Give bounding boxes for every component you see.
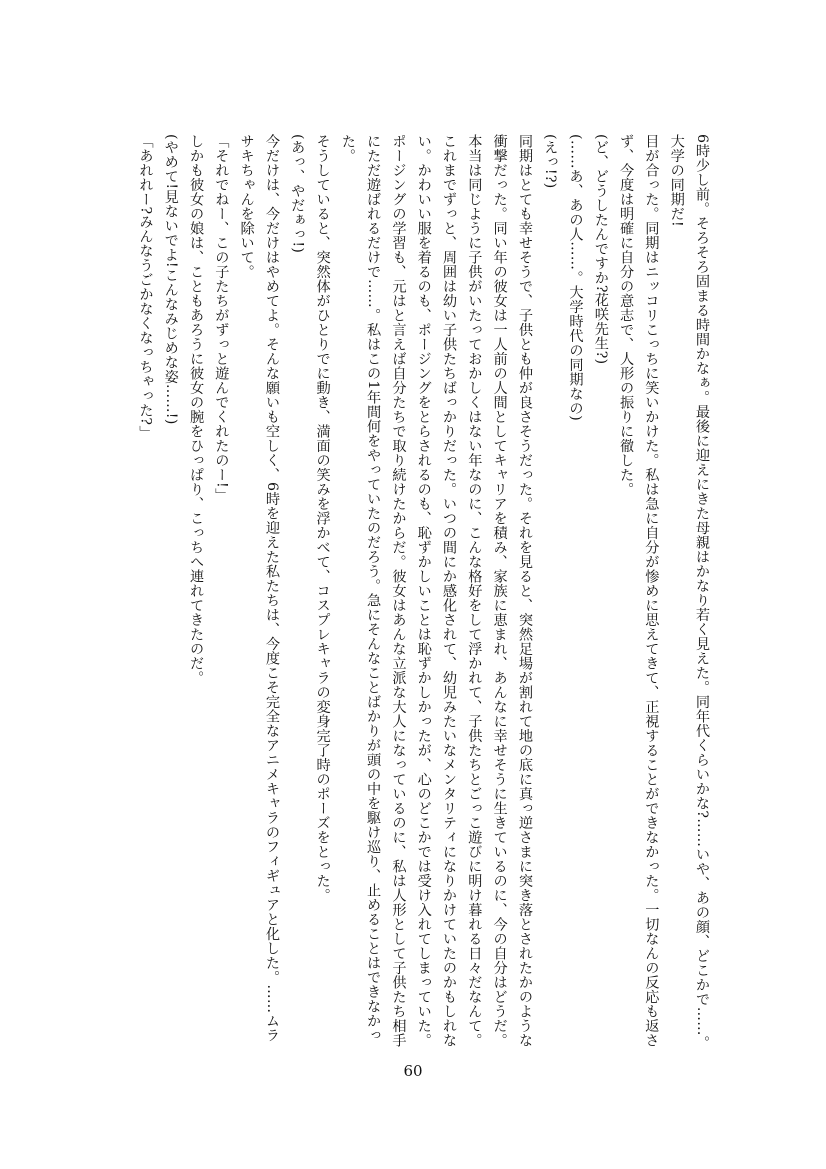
text-line: 今だけは、今だけはやめてよ。そんな願いも空しく、6時を迎えた私たちは、今度こそ完全なアニメキャラのフィギュアと化した。……ムラ — [263, 134, 280, 1043]
text-line: 「あれれー?みんなうごかなくなっちゃった?」 — [137, 134, 154, 440]
text-line: にただ遊ばれるだけで……。私はこの1年間何をやっていたのだろう。急にそんなことばかりが頭の中を駆け巡り、止めることはできなかっ — [365, 134, 382, 1043]
text-line: 6時少し前。そろそろ固まる時間かなぁ。最後に迎えにきた母親はかなり若く見えた。同年代くらいかな?……いや、あの顔、どこかで……。 — [694, 134, 710, 1051]
text-line: た。 — [339, 134, 356, 163]
page-number: 60 — [403, 1062, 423, 1080]
text-line: 「それでねー、この子たちがずっと遊んでくれたのー!」 — [213, 134, 230, 503]
text-line: 目が合った。同期はニッコリこっちに笑いかけた。私は急に自分が惨めに思えてきて、正視することができなかった。一切なんの反応も返さ — [643, 134, 660, 1048]
text-line: (ど、どうしたんですか?花咲先生?) — [592, 134, 609, 365]
text-line: (あっ、やだぁっ!) — [289, 134, 306, 254]
text-line: サキちゃんを除いて。 — [238, 134, 255, 279]
text-line: ず、今度は明確に自分の意志で、人形の振りに徹した。 — [618, 134, 635, 497]
text-line: (……あ、あの人……。大学時代の同期なの) — [567, 134, 584, 422]
text-line: (えっ!?) — [542, 134, 559, 189]
text-line: (やめて!見ないでよ!こんなみじめな姿……!) — [162, 134, 179, 425]
text-line: 同期はとても幸せそうで、子供とも仲が良さそうだった。それを見ると、突然足場が割れて地の底に真っ逆さまに突き落とされたかのような — [516, 134, 533, 1048]
text-line: 本当は同じように子供がいたっておかしくはない年なのに、こんな格好をして浮かれて、子供たちとごっこ遊びに明け暮れる日々だなんて。 — [466, 134, 483, 1048]
text-line: 大学の同期だ! — [668, 134, 685, 228]
text-line: そうしていると、突然体がひとりでに動き、満面の笑みを浮かべて、コスプレキャラの変身完了時のポーズをとった。 — [314, 134, 331, 903]
text-line: しかも彼女の娘は、こともあろうに彼女の腕をひっぱり、こっちへ連れてきたのだ。 — [188, 134, 205, 685]
text-line: 衝撃だった。同い年の彼女は一人前の人間としてキャリアを積み、家族に恵まれ、あんなに幸せそうに生きているのに、今の自分はどうだ。 — [491, 134, 508, 1048]
vertical-text-body — [109, 134, 714, 1069]
text-line: これまでずっと、周囲は幼い子供たちばっかりだった。いつの間にか感化されて、幼児みたいなメンタリティになりかけていたのかもしれな — [441, 134, 458, 1048]
text-line: い。かわいい服を着るのも、ポージングをとらされるのも、恥ずかしいことは恥ずかしかったが、心のどこかでは受け入れてしまっていた。 — [415, 134, 432, 1048]
text-line: ポージングの学習も、元はと言えば自分たちで取り続けたからだ。彼女はあんな立派な大人になっているのに、私は人形として子供たち相手 — [390, 134, 407, 1048]
